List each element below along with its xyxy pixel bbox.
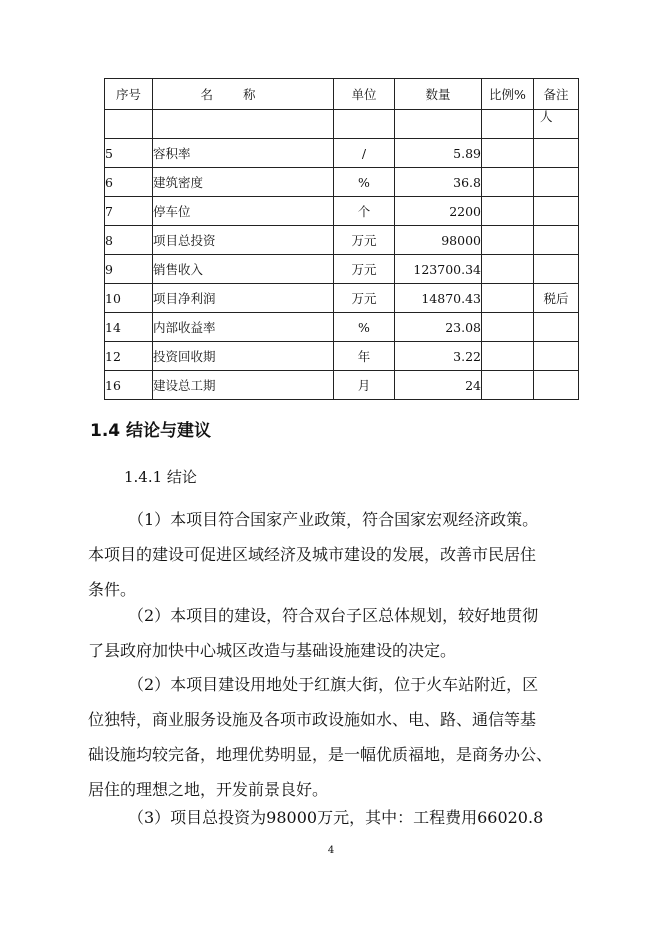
row-unit: 年	[334, 342, 395, 371]
blank-row-note: 人	[534, 110, 579, 139]
row-unit: 万元	[334, 255, 395, 284]
indicator-table	[104, 78, 579, 400]
row-name: 建设总工期	[153, 371, 334, 400]
row-qty: 14870.43	[395, 284, 482, 313]
row-ratio	[482, 284, 534, 313]
table-row	[105, 168, 579, 197]
header-name: 名称	[153, 79, 334, 110]
row-ratio	[482, 342, 534, 371]
row-no: 7	[105, 197, 153, 226]
row-no: 6	[105, 168, 153, 197]
row-no: 5	[105, 139, 153, 168]
table-header-row	[105, 79, 579, 110]
row-no: 10	[105, 284, 153, 313]
row-name: 建筑密度	[153, 168, 334, 197]
row-name: 销售收入	[153, 255, 334, 284]
row-note	[534, 255, 579, 284]
row-unit: 万元	[334, 226, 395, 255]
row-ratio	[482, 226, 534, 255]
row-unit: 万元	[334, 284, 395, 313]
row-no: 16	[105, 371, 153, 400]
row-qty: 5.89	[395, 139, 482, 168]
row-unit: %	[334, 168, 395, 197]
table-row	[105, 371, 579, 400]
row-no: 8	[105, 226, 153, 255]
header-no: 序号	[105, 79, 153, 110]
header-ratio: 比例%	[482, 79, 534, 110]
table-row-blank	[105, 110, 579, 139]
row-ratio	[482, 255, 534, 284]
header-unit: 单位	[334, 79, 395, 110]
row-ratio	[482, 168, 534, 197]
row-note: 税后	[534, 284, 579, 313]
row-note	[534, 168, 579, 197]
row-note	[534, 226, 579, 255]
row-qty: 123700.34	[395, 255, 482, 284]
table-row	[105, 342, 579, 371]
row-unit: 月	[334, 371, 395, 400]
row-qty: 3.22	[395, 342, 482, 371]
row-note	[534, 313, 579, 342]
row-ratio	[482, 197, 534, 226]
row-unit: /	[334, 139, 395, 168]
row-qty: 98000	[395, 226, 482, 255]
row-qty: 24	[395, 371, 482, 400]
header-qty: 数量	[395, 79, 482, 110]
table-row	[105, 284, 579, 313]
row-name: 项目总投资	[153, 226, 334, 255]
row-note	[534, 371, 579, 400]
section-heading: 1.4 结论与建议	[90, 421, 212, 441]
header-note: 备注	[534, 79, 579, 110]
row-no: 9	[105, 255, 153, 284]
row-note	[534, 197, 579, 226]
paragraph-2: （2）本项目的建设，符合双台子区总体规划，较好地贯彻 了县政府加快中心城区改造与基础设施建设的决定。	[88, 606, 539, 660]
row-name: 内部收益率	[153, 313, 334, 342]
page-number: 4	[327, 845, 335, 856]
table-row	[105, 313, 579, 342]
row-qty: 36.8	[395, 168, 482, 197]
row-name: 投资回收期	[153, 342, 334, 371]
row-qty: 2200	[395, 197, 482, 226]
row-name: 容积率	[153, 139, 334, 168]
paragraph-4: （3）项目总投资为98000万元，其中：工程费用66020.8	[128, 808, 544, 827]
subsection-heading: 1.4.1 结论	[124, 468, 197, 486]
row-name: 停车位	[153, 197, 334, 226]
row-unit: %	[334, 313, 395, 342]
table-row	[105, 197, 579, 226]
row-ratio	[482, 371, 534, 400]
paragraph-3: （2）本项目建设用地处于红旗大街，位于火车站附近，区 位独特，商业服务设施及各项市政设施如水、电、路、通信等基 础设施均较完备，地理优势明显，是一幅优质福地，是商务办公、 居住的理想之地，开发前景良好。	[88, 675, 553, 799]
row-note	[534, 342, 579, 371]
row-name: 项目净利润	[153, 284, 334, 313]
row-unit: 个	[334, 197, 395, 226]
paragraph-1: （1）本项目符合国家产业政策，符合国家宏观经济政策。 本项目的建设可促进区域经济及城市建设的发展，改善市民居住 条件。	[88, 510, 539, 599]
row-no: 12	[105, 342, 153, 371]
row-ratio	[482, 139, 534, 168]
table-row	[105, 255, 579, 284]
row-no: 14	[105, 313, 153, 342]
table-row	[105, 226, 579, 255]
row-ratio	[482, 313, 534, 342]
table-row	[105, 139, 579, 168]
row-note	[534, 139, 579, 168]
row-qty: 23.08	[395, 313, 482, 342]
